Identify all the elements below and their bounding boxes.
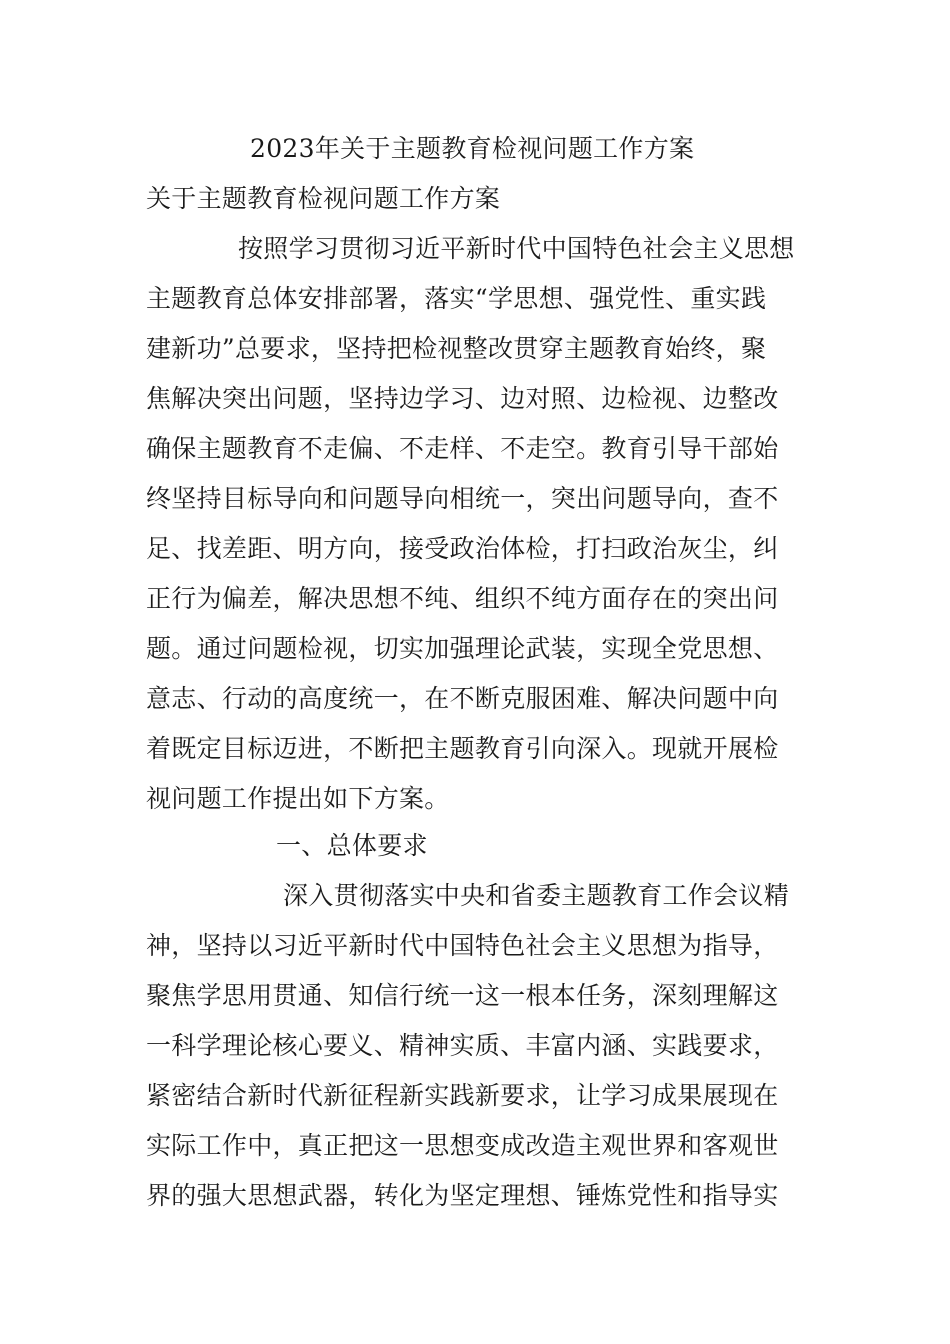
paragraph-line: 神，坚持以习近平新时代中国特色社会主义思想为指导， (146, 931, 779, 960)
paragraph-line: 主题教育总体安排部署，落实“学思想、强党性、重实践 (146, 284, 767, 313)
paragraph-line: 紧密结合新时代新征程新实践新要求，让学习成果展现在 (146, 1081, 779, 1110)
paragraph-line: 焦解决突出问题，坚持边学习、边对照、边检视、边整改 (146, 384, 779, 413)
paragraph-line: 视问题工作提出如下方案。 (146, 784, 450, 813)
document-title: 2023年关于主题教育检视问题工作方案 (250, 134, 695, 163)
paragraph-line: 确保主题教育不走偏、不走样、不走空。教育引导干部始 (146, 434, 779, 463)
paragraph-line: 深入贯彻落实中央和省委主题教育工作会议精 (283, 881, 790, 910)
paragraph-line: 题。通过问题检视，切实加强理论武装，实现全党思想、 (146, 634, 779, 663)
paragraph-line: 意志、行动的高度统一，在不断克服困难、解决问题中向 (146, 684, 779, 713)
paragraph-line: 终坚持目标导向和问题导向相统一，突出问题导向，查不 (146, 484, 779, 513)
paragraph-line: 正行为偏差，解决思想不纯、组织不纯方面存在的突出问 (146, 584, 779, 613)
paragraph-line: 建新功”总要求，坚持把检视整改贯穿主题教育始终，聚 (146, 334, 767, 363)
paragraph-line: 实际工作中，真正把这一思想变成改造主观世界和客观世 (146, 1131, 779, 1160)
paragraph-line: 一科学理论核心要义、精神实质、丰富内涵、实践要求， (146, 1031, 779, 1060)
paragraph-line: 按照学习贯彻习近平新时代中国特色社会主义思想 (238, 234, 795, 263)
paragraph-line: 足、找差距、明方向，接受政治体检，打扫政治灰尘，纠 (146, 534, 779, 563)
paragraph-line: 聚焦学思用贯通、知信行统一这一根本任务，深刻理解这 (146, 981, 779, 1010)
paragraph-line: 着既定目标迈进，不断把主题教育引向深入。现就开展检 (146, 734, 779, 763)
section-heading: 一、总体要求 (276, 831, 428, 860)
document-subtitle: 关于主题教育检视问题工作方案 (146, 184, 501, 213)
paragraph-line: 界的强大思想武器，转化为坚定理想、锤炼党性和指导实 (146, 1181, 779, 1210)
